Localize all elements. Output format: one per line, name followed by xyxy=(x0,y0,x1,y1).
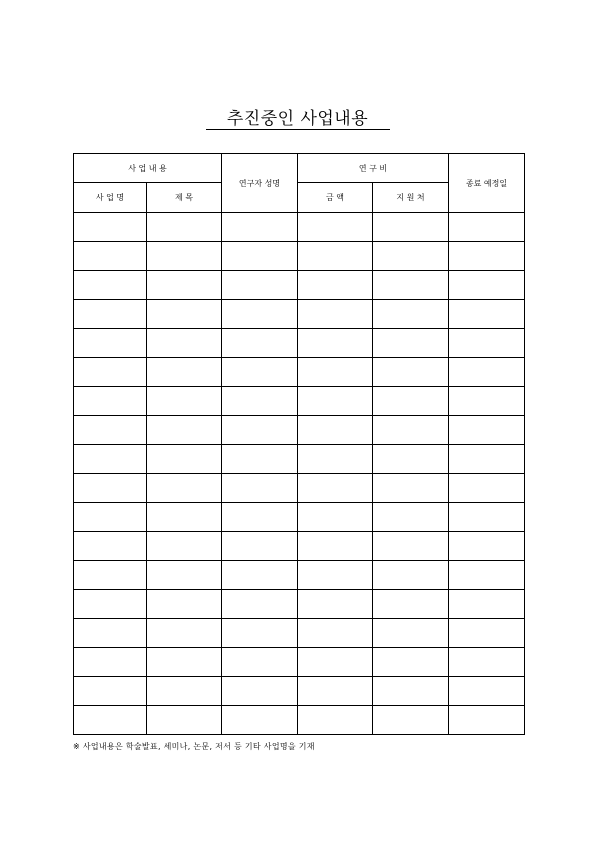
subject-cell[interactable] xyxy=(147,213,222,242)
researcher-name-cell[interactable] xyxy=(222,213,298,242)
table-row xyxy=(74,416,525,445)
researcher-name-cell[interactable] xyxy=(222,503,298,532)
table-body xyxy=(74,213,525,735)
amount-cell[interactable] xyxy=(298,300,373,329)
subject-cell[interactable] xyxy=(147,590,222,619)
subject-cell[interactable] xyxy=(147,300,222,329)
business-name-cell[interactable] xyxy=(74,619,147,648)
end-date-cell[interactable] xyxy=(449,503,525,532)
amount-cell[interactable] xyxy=(298,387,373,416)
table-row xyxy=(74,329,525,358)
support-source-cell[interactable] xyxy=(373,648,449,677)
researcher-name-cell[interactable] xyxy=(222,532,298,561)
researcher-name-cell[interactable] xyxy=(222,706,298,735)
subject-cell[interactable] xyxy=(147,242,222,271)
amount-cell[interactable] xyxy=(298,619,373,648)
subject-cell[interactable] xyxy=(147,358,222,387)
table-row xyxy=(74,242,525,271)
header-researcher-name: 연구자 성명 xyxy=(222,154,298,213)
end-date-cell[interactable] xyxy=(449,677,525,706)
end-date-cell[interactable] xyxy=(449,242,525,271)
footnote: ※ 사업내용은 학술발표, 세미나, 논문, 저서 등 기타 사업명을 기재 xyxy=(73,742,315,751)
business-name-cell[interactable] xyxy=(74,706,147,735)
business-name-cell[interactable] xyxy=(74,242,147,271)
header-support-source: 지 원 처 xyxy=(373,183,449,213)
researcher-name-cell[interactable] xyxy=(222,677,298,706)
table-row xyxy=(74,300,525,329)
business-name-cell[interactable] xyxy=(74,503,147,532)
amount-cell[interactable] xyxy=(298,474,373,503)
business-name-cell[interactable] xyxy=(74,358,147,387)
end-date-cell[interactable] xyxy=(449,619,525,648)
table-row xyxy=(74,677,525,706)
table-row xyxy=(74,648,525,677)
researcher-name-cell[interactable] xyxy=(222,242,298,271)
support-source-cell[interactable] xyxy=(373,561,449,590)
business-name-cell[interactable] xyxy=(74,300,147,329)
amount-cell[interactable] xyxy=(298,416,373,445)
support-source-cell[interactable] xyxy=(373,619,449,648)
end-date-cell[interactable] xyxy=(449,300,525,329)
researcher-name-cell[interactable] xyxy=(222,445,298,474)
amount-cell[interactable] xyxy=(298,329,373,358)
table-row xyxy=(74,503,525,532)
end-date-cell[interactable] xyxy=(449,445,525,474)
table-row xyxy=(74,561,525,590)
researcher-name-cell[interactable] xyxy=(222,648,298,677)
table-row xyxy=(74,532,525,561)
subject-cell[interactable] xyxy=(147,677,222,706)
end-date-cell[interactable] xyxy=(449,416,525,445)
subject-cell[interactable] xyxy=(147,648,222,677)
amount-cell[interactable] xyxy=(298,503,373,532)
support-source-cell[interactable] xyxy=(373,590,449,619)
subject-cell[interactable] xyxy=(147,503,222,532)
end-date-cell[interactable] xyxy=(449,648,525,677)
header-subject: 제 목 xyxy=(147,183,222,213)
support-source-cell[interactable] xyxy=(373,445,449,474)
subject-cell[interactable] xyxy=(147,416,222,445)
table-row xyxy=(74,619,525,648)
header-business-name: 사 업 명 xyxy=(74,183,147,213)
end-date-cell[interactable] xyxy=(449,590,525,619)
table-row xyxy=(74,445,525,474)
business-name-cell[interactable] xyxy=(74,590,147,619)
support-source-cell[interactable] xyxy=(373,474,449,503)
business-name-cell[interactable] xyxy=(74,416,147,445)
amount-cell[interactable] xyxy=(298,242,373,271)
amount-cell[interactable] xyxy=(298,213,373,242)
support-source-cell[interactable] xyxy=(373,300,449,329)
researcher-name-cell[interactable] xyxy=(222,329,298,358)
researcher-name-cell[interactable] xyxy=(222,358,298,387)
amount-cell[interactable] xyxy=(298,271,373,300)
support-source-cell[interactable] xyxy=(373,706,449,735)
business-name-cell[interactable] xyxy=(74,474,147,503)
amount-cell[interactable] xyxy=(298,561,373,590)
table-row xyxy=(74,706,525,735)
project-table xyxy=(73,153,525,735)
support-source-cell[interactable] xyxy=(373,532,449,561)
amount-cell[interactable] xyxy=(298,358,373,387)
business-name-cell[interactable] xyxy=(74,561,147,590)
support-source-cell[interactable] xyxy=(373,358,449,387)
table-row xyxy=(74,271,525,300)
subject-cell[interactable] xyxy=(147,619,222,648)
end-date-cell[interactable] xyxy=(449,358,525,387)
subject-cell[interactable] xyxy=(147,445,222,474)
title-underline xyxy=(206,129,390,130)
business-name-cell[interactable] xyxy=(74,648,147,677)
subject-cell[interactable] xyxy=(147,706,222,735)
researcher-name-cell[interactable] xyxy=(222,474,298,503)
end-date-cell[interactable] xyxy=(449,271,525,300)
end-date-cell[interactable] xyxy=(449,532,525,561)
researcher-name-cell[interactable] xyxy=(222,387,298,416)
subject-cell[interactable] xyxy=(147,387,222,416)
subject-cell[interactable] xyxy=(147,561,222,590)
end-date-cell[interactable] xyxy=(449,213,525,242)
researcher-name-cell[interactable] xyxy=(222,619,298,648)
support-source-cell[interactable] xyxy=(373,271,449,300)
researcher-name-cell[interactable] xyxy=(222,416,298,445)
table-row xyxy=(74,213,525,242)
subject-cell[interactable] xyxy=(147,271,222,300)
table-row xyxy=(74,590,525,619)
business-name-cell[interactable] xyxy=(74,271,147,300)
amount-cell[interactable] xyxy=(298,445,373,474)
amount-cell[interactable] xyxy=(298,677,373,706)
end-date-cell[interactable] xyxy=(449,387,525,416)
business-name-cell[interactable] xyxy=(74,677,147,706)
support-source-cell[interactable] xyxy=(373,213,449,242)
business-name-cell[interactable] xyxy=(74,387,147,416)
end-date-cell[interactable] xyxy=(449,329,525,358)
amount-cell[interactable] xyxy=(298,532,373,561)
header-amount: 금 액 xyxy=(298,183,373,213)
researcher-name-cell[interactable] xyxy=(222,561,298,590)
subject-cell[interactable] xyxy=(147,474,222,503)
header-end-date: 종료 예정일 xyxy=(449,154,525,213)
researcher-name-cell[interactable] xyxy=(222,300,298,329)
end-date-cell[interactable] xyxy=(449,706,525,735)
table-row xyxy=(74,387,525,416)
researcher-name-cell[interactable] xyxy=(222,271,298,300)
support-source-cell[interactable] xyxy=(373,503,449,532)
header-research-funds: 연 구 비 xyxy=(298,154,449,183)
amount-cell[interactable] xyxy=(298,706,373,735)
end-date-cell[interactable] xyxy=(449,561,525,590)
subject-cell[interactable] xyxy=(147,532,222,561)
support-source-cell[interactable] xyxy=(373,387,449,416)
business-name-cell[interactable] xyxy=(74,329,147,358)
subject-cell[interactable] xyxy=(147,329,222,358)
business-name-cell[interactable] xyxy=(74,445,147,474)
table-row xyxy=(74,474,525,503)
amount-cell[interactable] xyxy=(298,648,373,677)
researcher-name-cell[interactable] xyxy=(222,590,298,619)
header-business-content: 사 업 내 용 xyxy=(74,154,222,183)
amount-cell[interactable] xyxy=(298,590,373,619)
support-source-cell[interactable] xyxy=(373,329,449,358)
table-row xyxy=(74,358,525,387)
support-source-cell[interactable] xyxy=(373,242,449,271)
page-title: 추진중인 사업내용 xyxy=(226,109,369,129)
support-source-cell[interactable] xyxy=(373,416,449,445)
business-name-cell[interactable] xyxy=(74,532,147,561)
business-name-cell[interactable] xyxy=(74,213,147,242)
end-date-cell[interactable] xyxy=(449,474,525,503)
support-source-cell[interactable] xyxy=(373,677,449,706)
